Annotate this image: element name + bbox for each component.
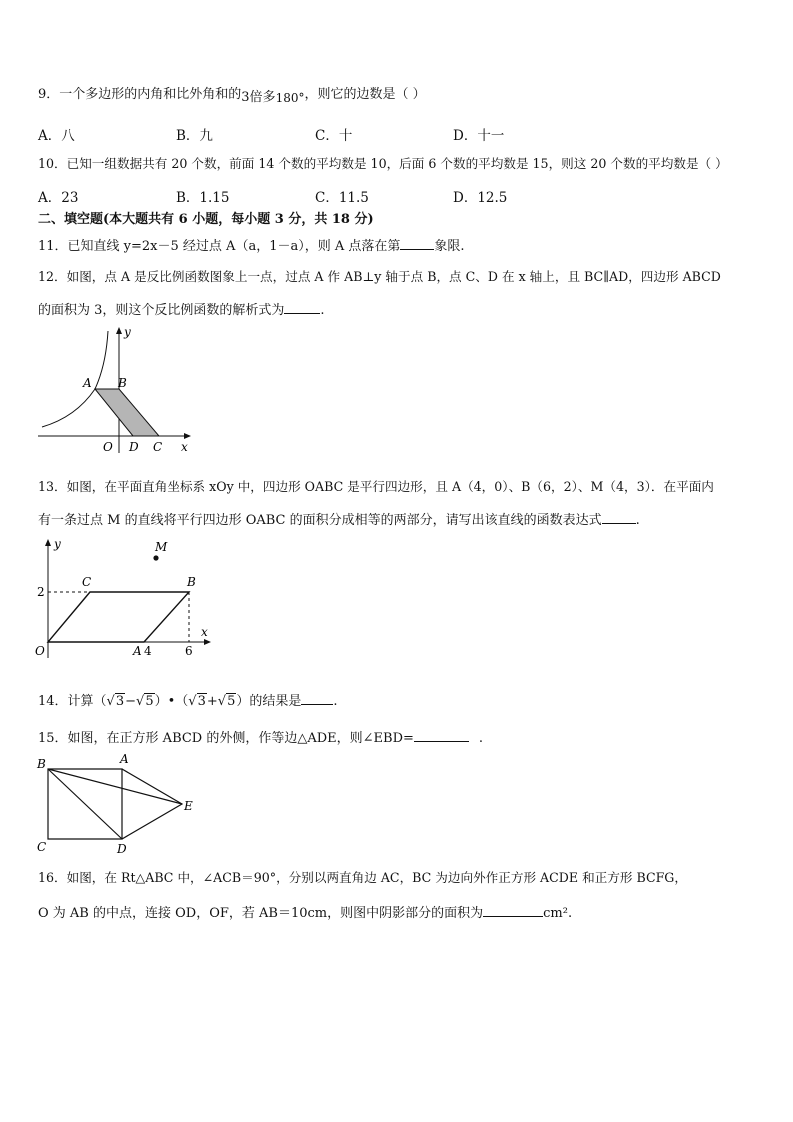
fig13-parallelogram-oabc [48, 592, 189, 642]
q13-stem-part2: . [635, 513, 640, 528]
q14-sqrt-icon-2: √ [136, 694, 145, 709]
fig12-label-x: x [181, 440, 188, 454]
fig13-y-arrow-icon [45, 539, 51, 546]
fig15-label-c: C [37, 840, 47, 854]
q13-stem-part1: 有一条过点 M 的直线将平行四边形 OABC 的面积分成相等的两部分，请写出该直线的函数表达式 [38, 513, 602, 528]
fig13-x-arrow-icon [204, 639, 211, 645]
q14-mid: ）•（ [154, 694, 189, 709]
q12-stem-part1: 的面积为 3，则这个反比例函数的解析式为 [38, 303, 285, 318]
fig13-label-2: 2 [37, 585, 45, 599]
fig12-label-c: C [153, 440, 163, 454]
fig13-label-o: O [35, 644, 45, 658]
figure-15 [34, 752, 204, 860]
fig15-segment-be [48, 769, 182, 804]
question-10-stem: 10．已知一组数据共有 20 个数，前面 14 个数的平均数是 10，后面 6 个数的平均数是 15，则这 20 个数的平均数是（ ） [38, 156, 728, 171]
q9-option-a[interactable]: A．八 [38, 128, 75, 144]
fig12-label-d: D [129, 440, 139, 454]
q14-sqrt-icon: √ [106, 694, 115, 709]
q16-answer-blank[interactable] [483, 904, 543, 917]
q12-stem-part2: . [320, 303, 325, 318]
q9-stem-part1: 9．一个多边形的内角和比外角和的 [38, 87, 242, 102]
q10-option-b[interactable]: B．1.15 [176, 190, 230, 206]
q14-pre: 14．计算（ [38, 694, 107, 709]
question-16-line2 [38, 904, 572, 923]
fig13-label-4: 4 [144, 644, 152, 658]
q13-answer-blank[interactable] [602, 511, 636, 524]
q14-minus: − [125, 694, 137, 709]
fig12-hyperbola-curve [42, 331, 108, 427]
fig12-x-arrow-icon [184, 433, 191, 439]
fig13-point-m [153, 555, 158, 560]
question-13-line1: 13．如图，在平面直角坐标系 xOy 中，四边形 OABC 是平行四边形，且 A（4，0）、B（6，2）、M（4，3）．在平面内 [38, 479, 714, 494]
figure-13 [34, 536, 219, 662]
q9-option-d[interactable]: D．十一 [453, 128, 505, 144]
q10-option-d[interactable]: D．12.5 [453, 190, 508, 206]
q15-stem-part1: 15．如图，在正方形 ABCD 的外侧，作等边△ADE，则∠EBD= [38, 731, 414, 746]
q14-post: ）的结果是 [236, 694, 302, 709]
q14-plus: + [206, 694, 218, 709]
question-16-line1: 16．如图，在 Rt△ABC 中，∠ACB＝90°，分别以两直角边 AC，BC 为边向外作正方形 ACDE 和正方形 BCFG， [38, 870, 687, 885]
q14-radicand-4: 5 [227, 694, 236, 709]
fig12-label-y: y [124, 325, 131, 339]
q9-option-b[interactable]: B．九 [176, 128, 213, 144]
q16-stem-part2: cm². [543, 906, 573, 921]
q14-end: . [333, 694, 338, 709]
q11-stem-part1: 11．已知直线 y=2x－5 经过点 A（a，1－a），则 A 点落在第 [38, 239, 401, 254]
q10-option-c[interactable]: C．11.5 [315, 190, 369, 206]
q14-radicand-2: 5 [145, 694, 154, 709]
fig12-label-o: O [103, 440, 113, 454]
fig15-label-b: B [37, 757, 46, 771]
q10-option-a[interactable]: A．23 [38, 190, 79, 206]
fig13-label-b: B [187, 575, 196, 589]
q11-stem-part2: 象限. [434, 239, 465, 254]
question-14-stem [38, 692, 338, 711]
q14-radicand-1: 3 [115, 694, 125, 709]
fig13-label-c: C [82, 575, 92, 589]
q9-option-c[interactable]: C．十 [315, 128, 353, 144]
q9-stem-part2: ，则它的边数是（ ） [304, 87, 426, 102]
q14-sqrt-icon-3: √ [188, 694, 197, 709]
question-12-line1: 12．如图，点 A 是反比例函数图象上一点，过点 A 作 AB⊥y 轴于点 B，点 C、D 在 x 轴上，且 BC∥AD，四边形 ABCD [38, 269, 721, 284]
fig12-label-a: A [83, 376, 92, 390]
question-13-line2 [38, 511, 640, 530]
figure-12 [36, 325, 196, 457]
fig13-label-y: y [54, 537, 61, 551]
question-11-stem [38, 237, 465, 256]
fig12-label-b: B [118, 376, 127, 390]
fig13-label-6: 6 [185, 644, 193, 658]
fig13-label-m: M [155, 540, 168, 554]
q9-multiplier: 3倍多 [241, 90, 276, 105]
section-2-title: 二、填空题(本大题共有 6 小题，每小题 3 分，共 18 分) [38, 212, 374, 227]
fig15-segment-bd [48, 769, 122, 839]
fig12-y-arrow-icon [116, 327, 122, 334]
q14-radicand-3: 3 [197, 694, 206, 709]
question-15-stem [38, 729, 483, 748]
q9-degree: 180° [275, 91, 305, 105]
q12-answer-blank[interactable] [284, 301, 320, 314]
question-9-stem [38, 85, 426, 104]
fig15-label-e: E [184, 799, 193, 813]
q11-answer-blank[interactable] [400, 237, 434, 250]
fig15-label-d: D [117, 842, 127, 856]
q14-answer-blank[interactable] [301, 692, 333, 705]
q15-answer-blank[interactable] [414, 729, 469, 742]
q15-stem-part2: . [478, 731, 484, 746]
question-12-line2 [38, 301, 325, 320]
q16-stem-part1: O 为 AB 的中点，连接 OD，OF，若 AB＝10cm，则图中阴影部分的面积为 [38, 906, 484, 921]
fig12-parallelogram-abcd [95, 389, 159, 436]
q14-sqrt-icon-4: √ [217, 694, 227, 709]
fig15-label-a: A [120, 752, 129, 766]
fig15-triangle-ade [122, 769, 182, 839]
fig13-label-x: x [201, 625, 208, 639]
fig13-label-a: A [133, 644, 142, 658]
